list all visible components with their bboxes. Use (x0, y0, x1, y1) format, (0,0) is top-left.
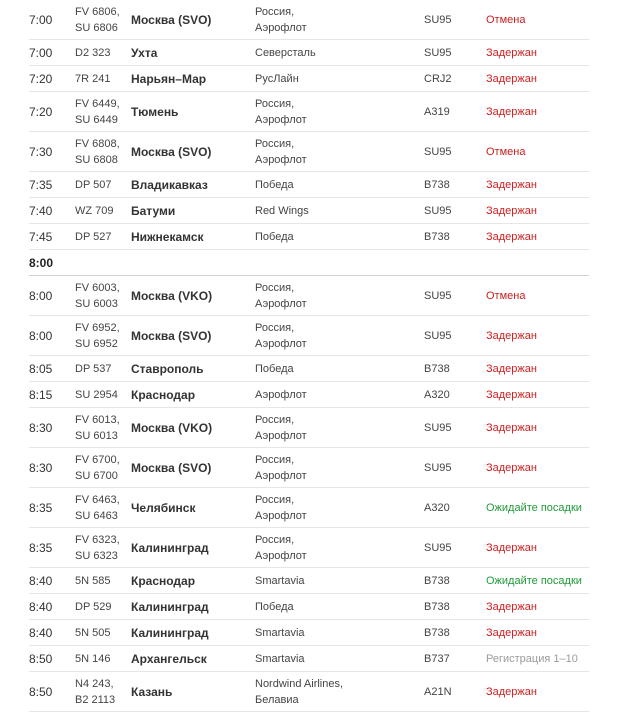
flight-status: Задержан (486, 329, 537, 342)
flight-row[interactable] (29, 132, 589, 172)
flight-number (75, 573, 131, 589)
airline (255, 651, 424, 667)
flight-code: FV 6463, (75, 493, 120, 506)
flight-code: 5N 505 (75, 626, 111, 639)
flight-row[interactable] (29, 528, 589, 568)
flight-code: SU 6013 (75, 429, 118, 442)
destination: Архангельск (131, 651, 207, 666)
airline-name: Россия, (255, 97, 295, 110)
flight-row[interactable] (29, 172, 589, 198)
flight-number (75, 136, 131, 168)
departure-time: 7:45 (29, 229, 53, 244)
flight-status: Задержан (486, 204, 537, 217)
airline (255, 4, 424, 36)
flight-number (75, 229, 131, 245)
departure-time: 8:30 (29, 420, 53, 435)
flight-code: SU 6952 (75, 337, 118, 350)
destination: Краснодар (131, 573, 196, 588)
flight-status: Задержан (486, 421, 537, 434)
flight-number (75, 532, 131, 564)
departure-time: 8:35 (29, 500, 53, 515)
destination: Калининград (131, 625, 209, 640)
destination: Москва (VKO) (131, 420, 213, 435)
airline-name: Россия, (255, 137, 295, 150)
flight-row[interactable] (29, 0, 589, 40)
airline-name: Россия, (255, 281, 295, 294)
flight-status: Задержан (486, 362, 537, 375)
destination: Москва (SVO) (131, 144, 212, 159)
departure-time: 7:20 (29, 104, 53, 119)
aircraft-type: SU95 (424, 204, 452, 217)
flight-code: SU 6700 (75, 469, 118, 482)
flight-row[interactable] (29, 224, 589, 250)
departure-time: 8:40 (29, 599, 53, 614)
aircraft-type: B738 (424, 362, 450, 375)
flight-status: Ожидайте посадки (486, 574, 582, 587)
airline-name: Аэрофлот (255, 388, 307, 401)
flight-code: SU 6323 (75, 549, 118, 562)
flight-number (75, 625, 131, 641)
aircraft-type: CRJ2 (424, 72, 452, 85)
destination: Нарьян–Мар (131, 71, 207, 86)
departure-time: 7:20 (29, 71, 53, 86)
destination: Калининград (131, 599, 209, 614)
flight-code: 7R 241 (75, 72, 111, 85)
departure-time: 8:40 (29, 573, 53, 588)
flight-status: Задержан (486, 230, 537, 243)
flight-code: SU 6449 (75, 113, 118, 126)
airline (255, 599, 424, 615)
airline-name: Россия, (255, 493, 295, 506)
airline (255, 96, 424, 128)
flight-row[interactable] (29, 356, 589, 382)
airline-name: Аэрофлот (255, 21, 307, 34)
airline-name: Аэрофлот (255, 429, 307, 442)
airline (255, 45, 424, 61)
flight-status: Ожидайте посадки (486, 501, 582, 514)
flight-status: Задержан (486, 388, 537, 401)
departure-time: 7:30 (29, 144, 53, 159)
flight-code: N4 243, (75, 677, 114, 690)
flight-status: Отмена (486, 13, 526, 26)
destination: Москва (VKO) (131, 288, 213, 303)
airline-name: Nordwind Airlines, (255, 677, 344, 690)
flight-code: 5N 585 (75, 574, 111, 587)
aircraft-type: SU95 (424, 13, 452, 26)
airline-name: Red Wings (255, 204, 309, 217)
airline-name: Белавиа (255, 693, 299, 706)
flight-code: FV 6449, (75, 97, 120, 110)
flight-status: Задержан (486, 178, 537, 191)
airline-name: Аэрофлот (255, 469, 307, 482)
flight-code: SU 2954 (75, 388, 118, 401)
airline-name: Smartavia (255, 652, 305, 665)
aircraft-type: SU95 (424, 421, 452, 434)
flight-number (75, 71, 131, 87)
destination: Владикавказ (131, 177, 208, 192)
airline-name: Россия, (255, 533, 295, 546)
flight-code: FV 6323, (75, 533, 120, 546)
airline-name: Победа (255, 178, 294, 191)
airline-name: Россия, (255, 413, 295, 426)
flight-row[interactable] (29, 66, 589, 92)
airline-name: Победа (255, 362, 294, 375)
flight-code: FV 6952, (75, 321, 120, 334)
departure-time: 8:15 (29, 387, 53, 402)
airline (255, 492, 424, 524)
aircraft-type: SU95 (424, 145, 452, 158)
aircraft-type: B737 (424, 652, 450, 665)
airline-name: Россия, (255, 321, 295, 334)
destination: Москва (SVO) (131, 328, 212, 343)
airline (255, 280, 424, 312)
flight-row[interactable] (29, 382, 589, 408)
airline-name: Аэрофлот (255, 337, 307, 350)
flight-row[interactable] (29, 594, 589, 620)
departure-time: 7:35 (29, 177, 53, 192)
flight-code: B2 2113 (75, 693, 116, 706)
flight-code: SU 6463 (75, 509, 118, 522)
airline-name: Северсталь (255, 46, 316, 59)
aircraft-type: SU95 (424, 329, 452, 342)
flight-code: D2 323 (75, 46, 111, 59)
flight-code: SU 6806 (75, 21, 118, 34)
flight-number (75, 452, 131, 484)
flight-code: SU 6808 (75, 153, 118, 166)
flight-number (75, 203, 131, 219)
aircraft-type: B738 (424, 178, 450, 191)
airline (255, 387, 424, 403)
flight-code: SU 6003 (75, 297, 118, 310)
flight-code: DP 507 (75, 178, 112, 191)
flight-code: DP 529 (75, 600, 112, 613)
destination: Ставрополь (131, 361, 204, 376)
aircraft-type: A320 (424, 501, 450, 514)
destination: Москва (SVO) (131, 12, 212, 27)
destination: Тюмень (131, 104, 179, 119)
flight-number (75, 599, 131, 615)
flight-number (75, 361, 131, 377)
flight-status: Задержан (486, 541, 537, 554)
airline (255, 361, 424, 377)
flight-code: FV 6808, (75, 137, 120, 150)
flight-status: Задержан (486, 461, 537, 474)
flight-number (75, 412, 131, 444)
aircraft-type: B738 (424, 574, 450, 587)
airline (255, 676, 424, 708)
destination: Челябинск (131, 500, 196, 515)
flight-number (75, 96, 131, 128)
departure-time: 8:50 (29, 651, 53, 666)
flight-number (75, 651, 131, 667)
airline-name: Аэрофлот (255, 549, 307, 562)
departure-time: 7:40 (29, 203, 53, 218)
flight-status: Задержан (486, 685, 537, 698)
aircraft-type: SU95 (424, 289, 452, 302)
flight-row[interactable] (29, 488, 589, 528)
flight-status: Задержан (486, 72, 537, 85)
departure-time: 8:35 (29, 540, 53, 555)
flight-row[interactable] (29, 198, 589, 224)
flight-status: Отмена (486, 289, 526, 302)
flight-number (75, 387, 131, 403)
flight-code: FV 6003, (75, 281, 120, 294)
airline (255, 573, 424, 589)
departure-time: 8:00 (29, 288, 53, 303)
airline (255, 177, 424, 193)
flight-status: Задержан (486, 46, 537, 59)
destination: Калининград (131, 540, 209, 555)
flight-status: Отмена (486, 145, 526, 158)
flight-status: Задержан (486, 600, 537, 613)
flight-status: Регистрация 1–10 (486, 652, 578, 665)
departure-time: 8:00 (29, 328, 53, 343)
airline-name: Аэрофлот (255, 297, 307, 310)
flight-number (75, 320, 131, 352)
airline (255, 452, 424, 484)
flight-status: Задержан (486, 626, 537, 639)
departure-time: 8:30 (29, 460, 53, 475)
flight-row[interactable] (29, 40, 589, 66)
flight-number (75, 676, 131, 708)
airline (255, 229, 424, 245)
departure-time: 8:40 (29, 625, 53, 640)
aircraft-type: SU95 (424, 46, 452, 59)
destination: Батуми (131, 203, 176, 218)
airline-name: Smartavia (255, 626, 305, 639)
destination: Ухта (131, 45, 158, 60)
flight-code: DP 537 (75, 362, 112, 375)
airline-name: Россия, (255, 5, 295, 18)
airline-name: Победа (255, 600, 294, 613)
airline-name: РусЛайн (255, 72, 299, 85)
airline (255, 320, 424, 352)
flight-code: FV 6806, (75, 5, 120, 18)
aircraft-type: SU95 (424, 461, 452, 474)
flight-number (75, 177, 131, 193)
flight-number (75, 45, 131, 61)
flight-number (75, 280, 131, 312)
departure-time: 8:05 (29, 361, 53, 376)
flight-row[interactable] (29, 316, 589, 356)
aircraft-type: B738 (424, 626, 450, 639)
airline-name: Победа (255, 230, 294, 243)
flight-code: WZ 709 (75, 204, 114, 217)
destination: Нижнекамск (131, 229, 204, 244)
aircraft-type: B738 (424, 600, 450, 613)
aircraft-type: A320 (424, 388, 450, 401)
hour-header: 8:00 (29, 250, 589, 276)
airline (255, 71, 424, 87)
flight-row[interactable] (29, 568, 589, 594)
flight-row[interactable] (29, 408, 589, 448)
destination: Казань (131, 684, 173, 699)
flight-row[interactable] (29, 276, 589, 316)
departure-time: 7:00 (29, 45, 53, 60)
airline-name: Smartavia (255, 574, 305, 587)
destination: Краснодар (131, 387, 196, 402)
airline (255, 412, 424, 444)
departure-time: 8:50 (29, 684, 53, 699)
flight-code: FV 6700, (75, 453, 120, 466)
flight-status: Задержан (486, 105, 537, 118)
departure-time: 7:00 (29, 12, 53, 27)
airline (255, 203, 424, 219)
flight-row[interactable] (29, 672, 589, 712)
flight-row[interactable] (29, 620, 589, 646)
airline (255, 532, 424, 564)
aircraft-type: A21N (424, 685, 452, 698)
flight-row[interactable] (29, 92, 589, 132)
aircraft-type: B738 (424, 230, 450, 243)
airline-name: Аэрофлот (255, 509, 307, 522)
destination: Москва (SVO) (131, 460, 212, 475)
flight-code: 5N 146 (75, 652, 111, 665)
flight-code: DP 527 (75, 230, 112, 243)
airline-name: Россия, (255, 453, 295, 466)
flight-code: FV 6013, (75, 413, 120, 426)
flight-row[interactable] (29, 646, 589, 672)
airline-name: Аэрофлот (255, 153, 307, 166)
airline (255, 625, 424, 641)
aircraft-type: A319 (424, 105, 450, 118)
aircraft-type: SU95 (424, 541, 452, 554)
flight-number (75, 4, 131, 36)
airline (255, 136, 424, 168)
airline-name: Аэрофлот (255, 113, 307, 126)
flight-number (75, 492, 131, 524)
flight-row[interactable] (29, 448, 589, 488)
